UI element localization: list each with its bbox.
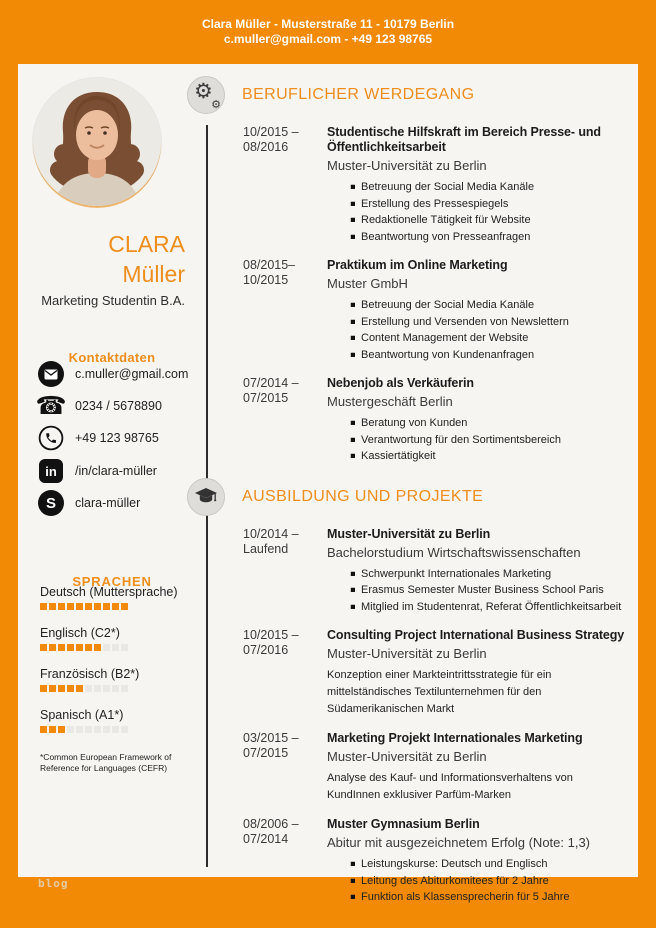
section-title: AUSBILDUNG UND PROJEKTE <box>242 487 484 505</box>
language-label: Spanisch (A1*) <box>40 708 124 722</box>
contact-item <box>35 391 204 420</box>
level-square <box>67 644 74 651</box>
section-entries <box>243 527 638 906</box>
bullet-item: ▪ Erasmus Semester Muster Business School Paris <box>350 582 628 599</box>
entry-organization: Abitur mit ausgezeichnetem Erfolg (Note: 1,3) <box>327 835 591 850</box>
bullet-item: ▪ Verantwortung für den Sortimentsbereich <box>350 432 628 449</box>
entry-organization: Muster GmbH <box>327 276 408 291</box>
languages-list <box>40 584 200 748</box>
level-square <box>94 603 101 610</box>
linkedin-icon: in <box>38 458 64 484</box>
level-square <box>121 685 128 692</box>
experience-entry <box>243 376 638 465</box>
entry-date-to: 08/2016 <box>243 140 289 154</box>
entry-date <box>243 527 327 616</box>
graduation-cap-icon <box>187 478 225 516</box>
entry-title: Muster-Universität zu Berlin <box>327 526 491 541</box>
entry-date-to: 07/2015 <box>243 746 289 760</box>
entry-date-from: 10/2015 – <box>243 628 299 642</box>
entry-date-to: 07/2015 <box>243 391 289 405</box>
section-header <box>187 478 638 516</box>
level-square <box>40 603 47 610</box>
section-beruflicher-werdegang <box>194 76 638 465</box>
entry-bullets <box>327 179 628 245</box>
portrait-illustration <box>33 78 161 206</box>
entry-organization: Muster-Universität zu Berlin <box>327 646 487 661</box>
contact-item <box>38 490 204 516</box>
language-level-bar <box>40 603 200 610</box>
level-square <box>76 644 83 651</box>
bullet-item: ▪ Redaktionelle Tätigkeit für Website <box>350 212 628 229</box>
contact-value: 0234 / 5678890 <box>75 399 162 413</box>
entry-bullets <box>327 566 628 616</box>
last-name: Müller <box>122 261 185 287</box>
entry-title: Consulting Project International Business Strategy <box>327 628 625 642</box>
language-level-bar <box>40 685 200 692</box>
bullet-item: ▪ Schwerpunkt Internationales Marketing <box>350 566 628 583</box>
level-square <box>85 603 92 610</box>
level-square <box>76 603 83 610</box>
contact-value: clara-müller <box>75 496 141 510</box>
level-square <box>49 685 56 692</box>
telephone-icon: ☎ <box>35 391 67 420</box>
level-square <box>49 644 56 651</box>
level-square <box>103 726 110 733</box>
header-band <box>0 0 656 64</box>
email-icon <box>38 361 64 387</box>
entry-date <box>243 376 327 465</box>
entry-date-from: 10/2015 – <box>243 125 299 139</box>
entry-title: Nebenjob als Verkäuferin <box>327 376 474 390</box>
profile-photo <box>33 78 161 206</box>
bullet-item: ▪ Leitung des Abiturkomitees für 2 Jahre <box>350 873 628 890</box>
entry-body <box>327 258 638 363</box>
entry-title: Studentische Hilfskraft im Bereich Presse- und Öffentlichkeitsarbeit <box>327 125 601 154</box>
language-item <box>40 625 200 651</box>
entry-description: Konzeption einer Markteintrittsstrategie für ein mittelständisches Textilunternehmen für den Südamerikanischen Markt <box>327 669 552 715</box>
entry-date-from: 07/2014 – <box>243 376 299 390</box>
level-square <box>76 726 83 733</box>
main-content <box>194 64 638 919</box>
bullet-item: ▪ Betreuung der Social Media Kanäle <box>350 179 628 196</box>
gears-icon: ⚙ ⚙ <box>187 76 225 114</box>
entry-title: Muster Gymnasium Berlin <box>327 817 480 831</box>
experience-entry <box>243 731 638 804</box>
bullet-item: ▪ Beratung von Kunden <box>350 415 628 432</box>
entry-body <box>327 376 638 465</box>
entry-organization: Muster-Universität zu Berlin <box>327 749 487 764</box>
bullet-item: ▪ Erstellung und Versenden von Newslettern <box>350 314 628 331</box>
entry-bullets <box>327 415 628 465</box>
experience-entry <box>243 258 638 363</box>
footer-band <box>0 877 656 928</box>
contact-item <box>38 458 204 484</box>
entry-date-to: 10/2015 <box>243 273 289 287</box>
entry-date <box>243 125 327 245</box>
level-square <box>58 685 65 692</box>
profile-subtitle: Marketing Studentin B.A. <box>41 293 185 308</box>
level-square <box>58 644 65 651</box>
language-level-bar <box>40 644 200 651</box>
contact-item <box>38 425 204 451</box>
header-contact-line: c.muller@gmail.com - +49 123 98765 <box>223 32 433 46</box>
language-item <box>40 666 200 692</box>
entry-date-to: Laufend <box>243 541 289 556</box>
contact-item <box>38 361 204 387</box>
level-square <box>40 685 47 692</box>
phone-icon <box>38 425 64 451</box>
language-level-bar <box>40 726 200 733</box>
level-square <box>58 603 65 610</box>
section-header <box>187 76 638 114</box>
level-square <box>40 644 47 651</box>
level-square <box>121 644 128 651</box>
level-square <box>112 685 119 692</box>
level-square <box>94 644 101 651</box>
level-square <box>67 726 74 733</box>
level-square <box>58 726 65 733</box>
entry-date <box>243 258 327 363</box>
level-square <box>85 644 92 651</box>
entry-body <box>327 527 638 616</box>
level-square <box>103 644 110 651</box>
entry-date-from: 08/2015– <box>243 258 296 272</box>
level-square <box>112 603 119 610</box>
bullet-item: ▪ Kassiertätigkeit <box>350 448 628 465</box>
bullet-item: ▪ Funktion als Klassensprecherin für 5 Jahre <box>350 889 628 906</box>
level-square <box>94 726 101 733</box>
entry-body <box>327 731 638 804</box>
name-block <box>18 229 185 309</box>
level-square <box>67 685 74 692</box>
bullet-item: ▪ Beantwortung von Presseanfragen <box>350 229 628 246</box>
level-square <box>103 685 110 692</box>
entry-date <box>243 731 327 804</box>
level-square <box>85 726 92 733</box>
header-address-line: Clara Müller - Musterstraße 11 - 10179 Berlin <box>201 17 455 31</box>
level-square <box>112 726 119 733</box>
entry-title: Marketing Projekt Internationales Marketing <box>327 731 583 745</box>
level-square <box>112 644 119 651</box>
level-square <box>103 603 110 610</box>
level-square <box>49 603 56 610</box>
bullet-item: ▪ Betreuung der Social Media Kanäle <box>350 297 628 314</box>
experience-entry <box>243 527 638 616</box>
entry-title: Praktikum im Online Marketing <box>327 258 508 272</box>
bullet-item: ▪ Erstellung des Pressespiegels <box>350 196 628 213</box>
level-square <box>121 726 128 733</box>
entry-date <box>243 628 327 718</box>
bullet-item: ▪ Leistungskurse: Deutsch und Englisch <box>350 856 628 873</box>
bullet-item: ▪ Mitglied im Studentenrat, Referat Öffentlichkeitsarbeit <box>350 599 628 616</box>
level-square <box>94 685 101 692</box>
entry-organization: Mustergeschäft Berlin <box>327 394 453 409</box>
section-entries <box>243 125 638 465</box>
level-square <box>40 726 47 733</box>
experience-entry <box>243 125 638 245</box>
experience-entry <box>243 628 638 718</box>
section-ausbildung-und-projekte <box>243 478 638 906</box>
level-square <box>67 603 74 610</box>
level-square <box>121 603 128 610</box>
contact-list <box>35 361 204 522</box>
entry-body <box>327 628 638 718</box>
contact-value: +49 123 98765 <box>75 431 159 445</box>
language-item <box>40 584 200 610</box>
bullet-item: ▪ Beantwortung von Kundenanfragen <box>350 347 628 364</box>
entry-organization: Bachelorstudium Wirtschaftswissenschaften <box>327 544 581 560</box>
entry-bullets <box>327 297 628 363</box>
level-square <box>49 726 56 733</box>
entry-date-to: 07/2014 <box>243 832 289 846</box>
level-square <box>76 685 83 692</box>
languages-footnote: *Common European Framework of Reference for Languages (CEFR) <box>40 752 172 773</box>
contact-value: /in/clara-müller <box>75 464 157 478</box>
first-name: CLARA <box>108 231 185 257</box>
language-label: Deutsch (Muttersprache) <box>40 585 178 599</box>
language-item <box>40 707 200 733</box>
level-square <box>85 685 92 692</box>
section-title: BERUFLICHER WERDEGANG <box>242 86 475 103</box>
entry-description: Analyse des Kauf- und Informationsverhaltens von KundInnen exklusiver Parfüm-Marken <box>327 772 573 801</box>
skype-icon: S <box>38 490 64 516</box>
language-label: Englisch (C2*) <box>40 626 120 640</box>
language-label: Französisch (B2*) <box>40 667 140 681</box>
entry-date-from: 03/2015 – <box>243 731 299 745</box>
contact-heading: Kontaktdaten <box>68 350 156 365</box>
sidebar <box>18 64 206 877</box>
contact-value: c.muller@gmail.com <box>75 367 189 381</box>
entry-organization: Muster-Universität zu Berlin <box>327 158 487 173</box>
languages-heading: SPRACHEN <box>72 574 152 589</box>
watermark-text: blog <box>38 877 69 890</box>
entry-date-to: 07/2016 <box>243 643 289 657</box>
bullet-item: ▪ Content Management der Website <box>350 330 628 347</box>
entry-date-from: 08/2006 – <box>243 817 299 831</box>
entry-body <box>327 125 638 245</box>
entry-date-from: 10/2014 – <box>243 526 299 541</box>
